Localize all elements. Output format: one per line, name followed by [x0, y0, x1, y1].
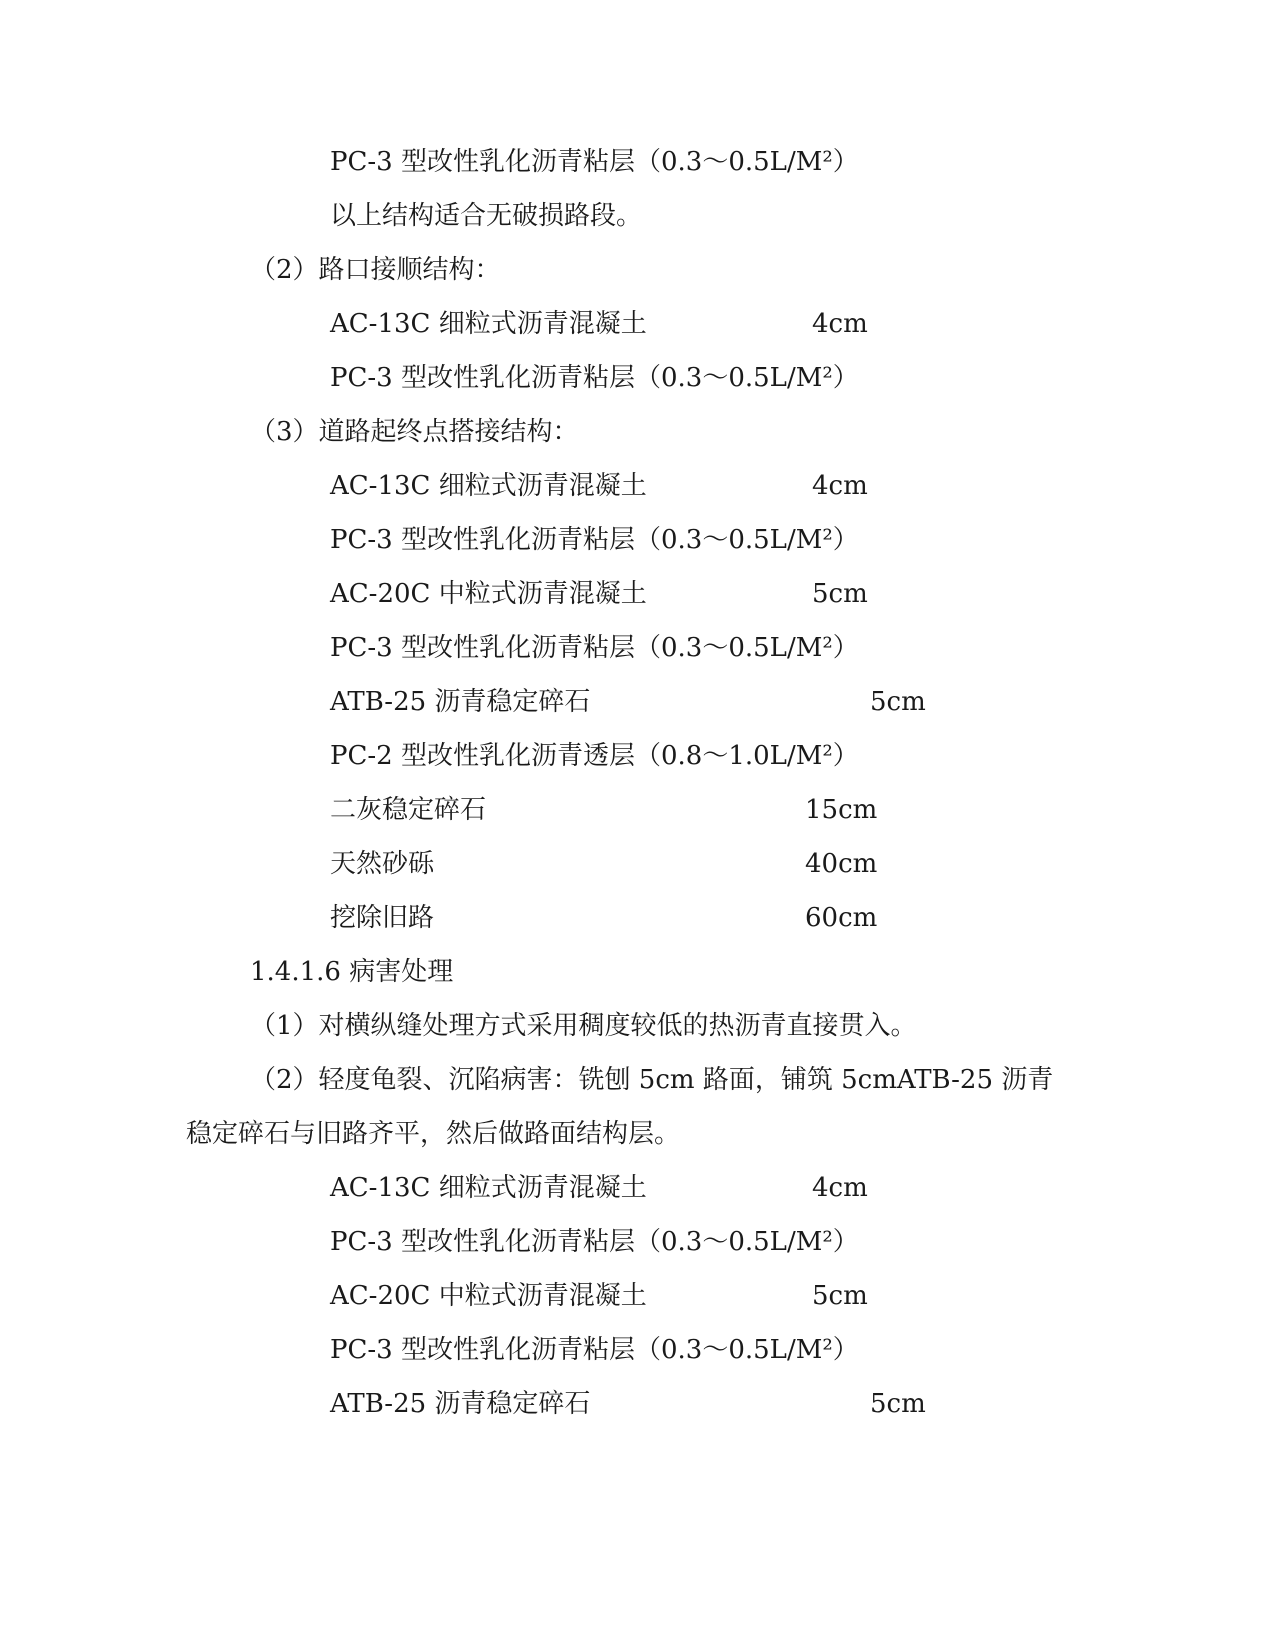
text-line: PC-2 型改性乳化沥青透层（0.8～1.0L/M²） [330, 741, 859, 771]
section-heading: （2）路口接顺结构： [250, 255, 501, 285]
layer-name: AC-13C 细粒式沥青混凝土 [330, 1173, 647, 1203]
layer-name: AC-13C 细粒式沥青混凝土 [330, 309, 647, 339]
layer-thickness: 5cm [812, 1281, 868, 1311]
layer-name: ATB-25 沥青稳定碎石 [330, 687, 591, 717]
layer-name: 挖除旧路 [330, 903, 435, 933]
paragraph: （1）对横纵缝处理方式采用稠度较低的热沥青直接贯入。 [250, 1011, 917, 1041]
layer-name: AC-20C 中粒式沥青混凝土 [330, 1281, 647, 1311]
layer-thickness: 40cm [805, 849, 878, 879]
paragraph: （2）轻度龟裂、沉陷病害：铣刨 5cm 路面，铺筑 5cmATB-25 沥青 [250, 1065, 1054, 1095]
layer-name: AC-13C 细粒式沥青混凝土 [330, 471, 647, 501]
layer-thickness: 60cm [805, 903, 878, 933]
text-line: PC-3 型改性乳化沥青粘层（0.3～0.5L/M²） [330, 633, 859, 663]
layer-name: 二灰稳定碎石 [330, 795, 487, 825]
layer-thickness: 15cm [805, 795, 878, 825]
layer-thickness: 5cm [870, 1389, 926, 1419]
layer-name: 天然砂砾 [330, 849, 435, 879]
text-line: PC-3 型改性乳化沥青粘层（0.3～0.5L/M²） [330, 147, 859, 177]
section-heading: （3）道路起终点搭接结构： [250, 417, 579, 447]
text-line: 以上结构适合无破损路段。 [330, 201, 643, 231]
layer-thickness: 4cm [812, 471, 868, 501]
layer-thickness: 5cm [812, 579, 868, 609]
layer-name: AC-20C 中粒式沥青混凝土 [330, 579, 647, 609]
layer-name: ATB-25 沥青稳定碎石 [330, 1389, 591, 1419]
text-line: PC-3 型改性乳化沥青粘层（0.3～0.5L/M²） [330, 1335, 859, 1365]
layer-thickness: 5cm [870, 687, 926, 717]
text-line: PC-3 型改性乳化沥青粘层（0.3～0.5L/M²） [330, 525, 859, 555]
text-line: PC-3 型改性乳化沥青粘层（0.3～0.5L/M²） [330, 1227, 859, 1257]
text-line: PC-3 型改性乳化沥青粘层（0.3～0.5L/M²） [330, 363, 859, 393]
paragraph: 稳定碎石与旧路齐平，然后做路面结构层。 [186, 1119, 681, 1149]
layer-thickness: 4cm [812, 309, 868, 339]
layer-thickness: 4cm [812, 1173, 868, 1203]
section-heading: 1.4.1.6 病害处理 [250, 957, 454, 987]
